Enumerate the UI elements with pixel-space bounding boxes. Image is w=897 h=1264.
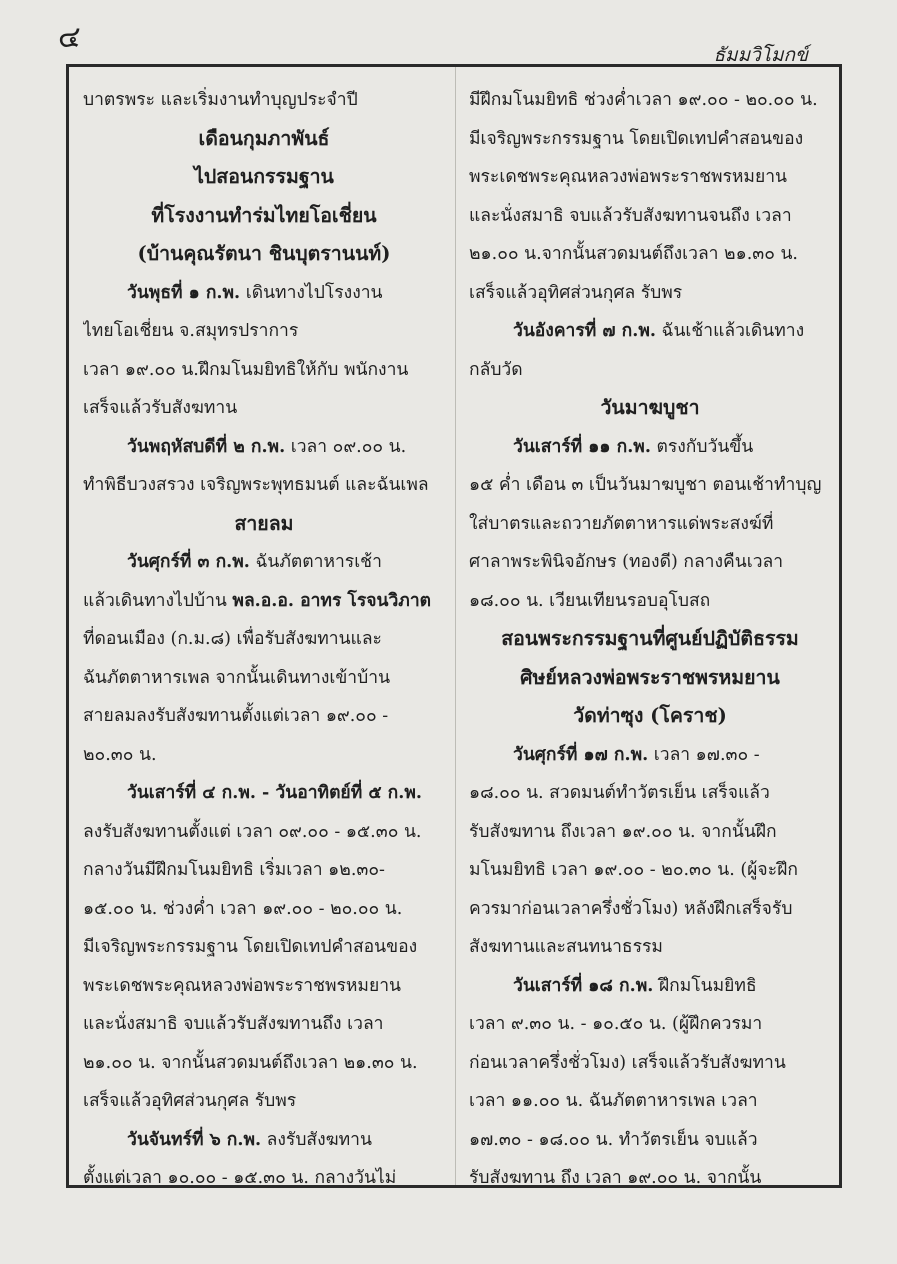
text-line — [83, 813, 445, 852]
text-line — [469, 813, 831, 852]
text-line — [469, 274, 831, 313]
line-text: เวลา ๑๙.๐๐ น.ฝึกมโนมยิทธิให้กับ พนักงาน — [83, 359, 409, 380]
text-line — [83, 428, 445, 467]
line-text: มีเจริญพระกรรมฐาน โดยเปิดเทปคำสอนของ — [83, 937, 418, 957]
text-line — [83, 274, 445, 313]
line-text: รับสังฆทาน ถึงเวลา ๑๙.๐๐ น. จากนั้นฝึก — [469, 821, 777, 842]
line-text: สังฆทานและสนทนาธรรม — [469, 937, 663, 957]
text-line — [469, 774, 831, 813]
column-divider — [455, 67, 456, 1185]
line-text: วัดท่าซุง (โคราช) — [573, 704, 727, 727]
text-line — [469, 928, 831, 967]
text-line — [469, 1044, 831, 1083]
date-label: วันศุกร์ที่ ๑๗ ก.พ. — [513, 744, 649, 765]
text-line — [469, 235, 831, 274]
line-text: ควรมาก่อนเวลาครึ่งชั่วโมง) หลังฝึกเสร็จรับ — [469, 898, 793, 919]
section-heading — [469, 389, 831, 428]
text-line — [469, 197, 831, 236]
line-text: ที่ดอนเมือง (ก.ม.๘) เพื่อรับสังฆทานและ — [83, 629, 382, 649]
text-line — [83, 81, 445, 120]
text-line — [83, 736, 445, 775]
line-text: ๑๕ ค่ำ เดือน ๓ เป็นวันมาฆบูชา ตอนเช้าทำบุญ — [469, 475, 822, 495]
date-label: วันพฤหัสบดีที่ ๒ ก.พ. — [127, 436, 286, 457]
line-text: กลางวันมีฝึกมโนมยิทธิ เริ่มเวลา ๑๒.๓๐- — [83, 860, 385, 880]
line-text: ไทยโอเชี่ยน จ.สมุทรปราการ — [83, 321, 299, 341]
line-text: ลงรับสังฆทาน — [261, 1129, 372, 1150]
line-text: มีเจริญพระกรรมฐาน โดยเปิดเทปคำสอนของ — [469, 128, 804, 149]
section-heading — [83, 158, 445, 197]
text-line — [83, 312, 445, 351]
line-text: เวลา ๑๑.๐๐ น. ฉันภัตตาหารเพล เวลา — [469, 1091, 758, 1111]
date-label: วันศุกร์ที่ ๓ ก.พ. — [127, 552, 250, 572]
text-line — [469, 736, 831, 775]
text-line — [83, 967, 445, 1006]
text-line — [469, 120, 831, 159]
line-text: ๑๗.๓๐ - ๑๘.๐๐ น. ทำวัตรเย็น จบแล้ว — [469, 1129, 758, 1150]
line-text: พระเดชพระคุณหลวงพ่อพระราชพรหมยาน — [83, 975, 401, 996]
date-label: วันเสาร์ที่ ๑๑ ก.พ. — [513, 436, 651, 457]
line-text: ๒๑.๐๐ น. จากนั้นสวดมนต์ถึงเวลา ๒๑.๓๐ น. — [83, 1052, 418, 1073]
line-text: วันมาฆบูชา — [600, 396, 700, 419]
line-text: เสร็จแล้วรับสังฆทาน — [83, 398, 238, 418]
line-text: บาตรพระ และเริ่มงานทำบุญประจำปี — [83, 90, 358, 110]
line-text: ฝึกมโนมยิทธิ — [653, 975, 757, 996]
line-text: ๒๐.๓๐ น. — [83, 744, 157, 765]
line-text: ที่โรงงานทำร่มไทยโอเชี่ยน — [151, 203, 377, 227]
line-text: ฉันภัตตาหารเช้า — [249, 552, 382, 572]
running-head: ธัมมวิโมกข์ — [713, 44, 808, 66]
section-heading — [469, 620, 831, 659]
section-heading — [83, 505, 445, 544]
line-text: สายลม — [234, 511, 294, 535]
text-line — [469, 890, 831, 929]
line-text: ตั้งแต่เวลา ๑๐.๐๐ - ๑๕.๓๐ น. กลางวันไม่ — [83, 1168, 397, 1188]
line-text: ทำพิธีบวงสรวง เจริญพระพุทธมนต์ และฉันเพล — [83, 475, 429, 495]
text-line — [469, 312, 831, 351]
text-line — [469, 1082, 831, 1121]
text-line — [469, 967, 831, 1006]
text-line — [83, 1005, 445, 1044]
line-text: ศาลาพระพินิจอักษร (ทองดี) กลางคืนเวลา — [469, 552, 784, 572]
line-text: เวลา ๑๗.๓๐ - — [648, 744, 760, 765]
section-heading — [469, 697, 831, 736]
text-line — [469, 466, 831, 505]
date-label: พล.อ.อ. อาทร โรจนวิภาต — [232, 590, 432, 611]
text-line — [83, 1044, 445, 1083]
text-line — [469, 582, 831, 621]
line-text: (บ้านคุณรัตนา ชินบุตรานนท์) — [137, 242, 391, 265]
text-line — [83, 774, 445, 813]
text-line — [469, 1159, 831, 1198]
text-line — [83, 351, 445, 390]
line-text: ฉันเช้าแล้วเดินทาง — [655, 321, 805, 341]
text-line — [83, 1082, 445, 1121]
line-text: ฉันภัตตาหารเพล จากนั้นเดินทางเข้าบ้าน — [83, 667, 391, 688]
content-frame — [66, 64, 842, 1188]
line-text: สอนพระกรรมฐานที่ศูนย์ปฏิบัติธรรม — [501, 627, 799, 650]
page-number: ๔ — [58, 20, 81, 55]
line-text: เสร็จแล้วอุทิศส่วนกุศล รับพร — [469, 282, 683, 303]
line-text: เดือนกุมภาพันธ์ — [198, 126, 330, 150]
line-text: ๑๘.๐๐ น. เวียนเทียนรอบอุโบสถ — [469, 590, 711, 611]
line-text: ใส่บาตรและถวายภัตตาหารแด่พระสงฆ์ที่ — [469, 513, 774, 534]
right-column — [469, 81, 831, 1198]
text-line — [83, 466, 445, 505]
date-label: วันจันทร์ที่ ๖ ก.พ. — [127, 1129, 262, 1150]
text-line — [83, 620, 445, 659]
line-text: มีฝึกมโนมยิทธิ ช่วงค่ำเวลา ๑๙.๐๐ - ๒๐.๐๐ น. — [469, 90, 818, 110]
text-line — [469, 158, 831, 197]
text-line — [83, 659, 445, 698]
line-text: และนั่งสมาธิ จบแล้วรับสังฆทานจนถึง เวลา — [469, 205, 792, 226]
text-line — [83, 389, 445, 428]
line-text: ไปสอนกรรมฐาน — [194, 165, 334, 188]
text-line — [83, 890, 445, 929]
line-text: แล้วเดินทางไปบ้าน — [83, 590, 233, 611]
line-text: เสร็จแล้วอุทิศส่วนกุศล รับพร — [83, 1091, 297, 1111]
line-text: เวลา ๐๙.๐๐ น. — [285, 436, 407, 457]
text-line — [469, 1005, 831, 1044]
date-label: วันอังคารที่ ๗ ก.พ. — [513, 321, 656, 341]
text-line — [469, 428, 831, 467]
text-line — [469, 1121, 831, 1160]
line-text: ลงรับสังฆทานตั้งแต่ เวลา ๐๙.๐๐ - ๑๕.๓๐ น. — [83, 821, 422, 842]
line-text: รับสังฆทาน ถึง เวลา ๑๙.๐๐ น. จากนั้น — [469, 1168, 762, 1188]
line-text: เวลา ๙.๓๐ น. - ๑๐.๕๐ น. (ผู้ฝึกควรมา — [469, 1014, 763, 1034]
left-column — [83, 81, 445, 1198]
text-line — [83, 928, 445, 967]
section-heading — [83, 120, 445, 159]
line-text: ๒๑.๐๐ น.จากนั้นสวดมนต์ถึงเวลา ๒๑.๓๐ น. — [469, 244, 798, 264]
line-text: สายลมลงรับสังฆทานตั้งแต่เวลา ๑๙.๐๐ - — [83, 706, 389, 726]
date-label: วันเสาร์ที่ ๔ ก.พ. - วันอาทิตย์ที่ ๕ ก.พ. — [127, 783, 422, 803]
line-text: เดินทางไปโรงงาน — [240, 282, 383, 303]
line-text: และนั่งสมาธิ จบแล้วรับสังฆทานถึง เวลา — [83, 1014, 384, 1034]
line-text: ศิษย์หลวงพ่อพระราชพรหมยาน — [520, 665, 780, 689]
text-line — [469, 543, 831, 582]
date-label: วันเสาร์ที่ ๑๘ ก.พ. — [513, 975, 654, 996]
line-text: กลับวัด — [469, 359, 523, 380]
line-text: พระเดชพระคุณหลวงพ่อพระราชพรหมยาน — [469, 167, 787, 187]
text-line — [83, 1159, 445, 1198]
text-line — [83, 851, 445, 890]
text-line — [83, 697, 445, 736]
text-line — [83, 543, 445, 582]
section-heading — [469, 659, 831, 698]
text-line — [469, 81, 831, 120]
text-line — [83, 1121, 445, 1160]
line-text: ๑๕.๐๐ น. ช่วงค่ำ เวลา ๑๙.๐๐ - ๒๐.๐๐ น. — [83, 898, 403, 919]
section-heading — [83, 235, 445, 274]
text-line — [469, 351, 831, 390]
text-line — [469, 851, 831, 890]
text-line — [83, 582, 445, 621]
line-text: ๑๘.๐๐ น. สวดมนต์ทำวัตรเย็น เสร็จแล้ว — [469, 783, 770, 803]
date-label: วันพุธที่ ๑ ก.พ. — [127, 282, 241, 303]
line-text: ตรงกับวันขึ้น — [650, 436, 754, 457]
section-heading — [83, 197, 445, 236]
line-text: ก่อนเวลาครึ่งชั่วโมง) เสร็จแล้วรับสังฆทาน — [469, 1052, 786, 1073]
line-text: มโนมยิทธิ เวลา ๑๙.๐๐ - ๒๐.๓๐ น. (ผู้จะฝึก — [469, 860, 798, 880]
text-line — [469, 505, 831, 544]
